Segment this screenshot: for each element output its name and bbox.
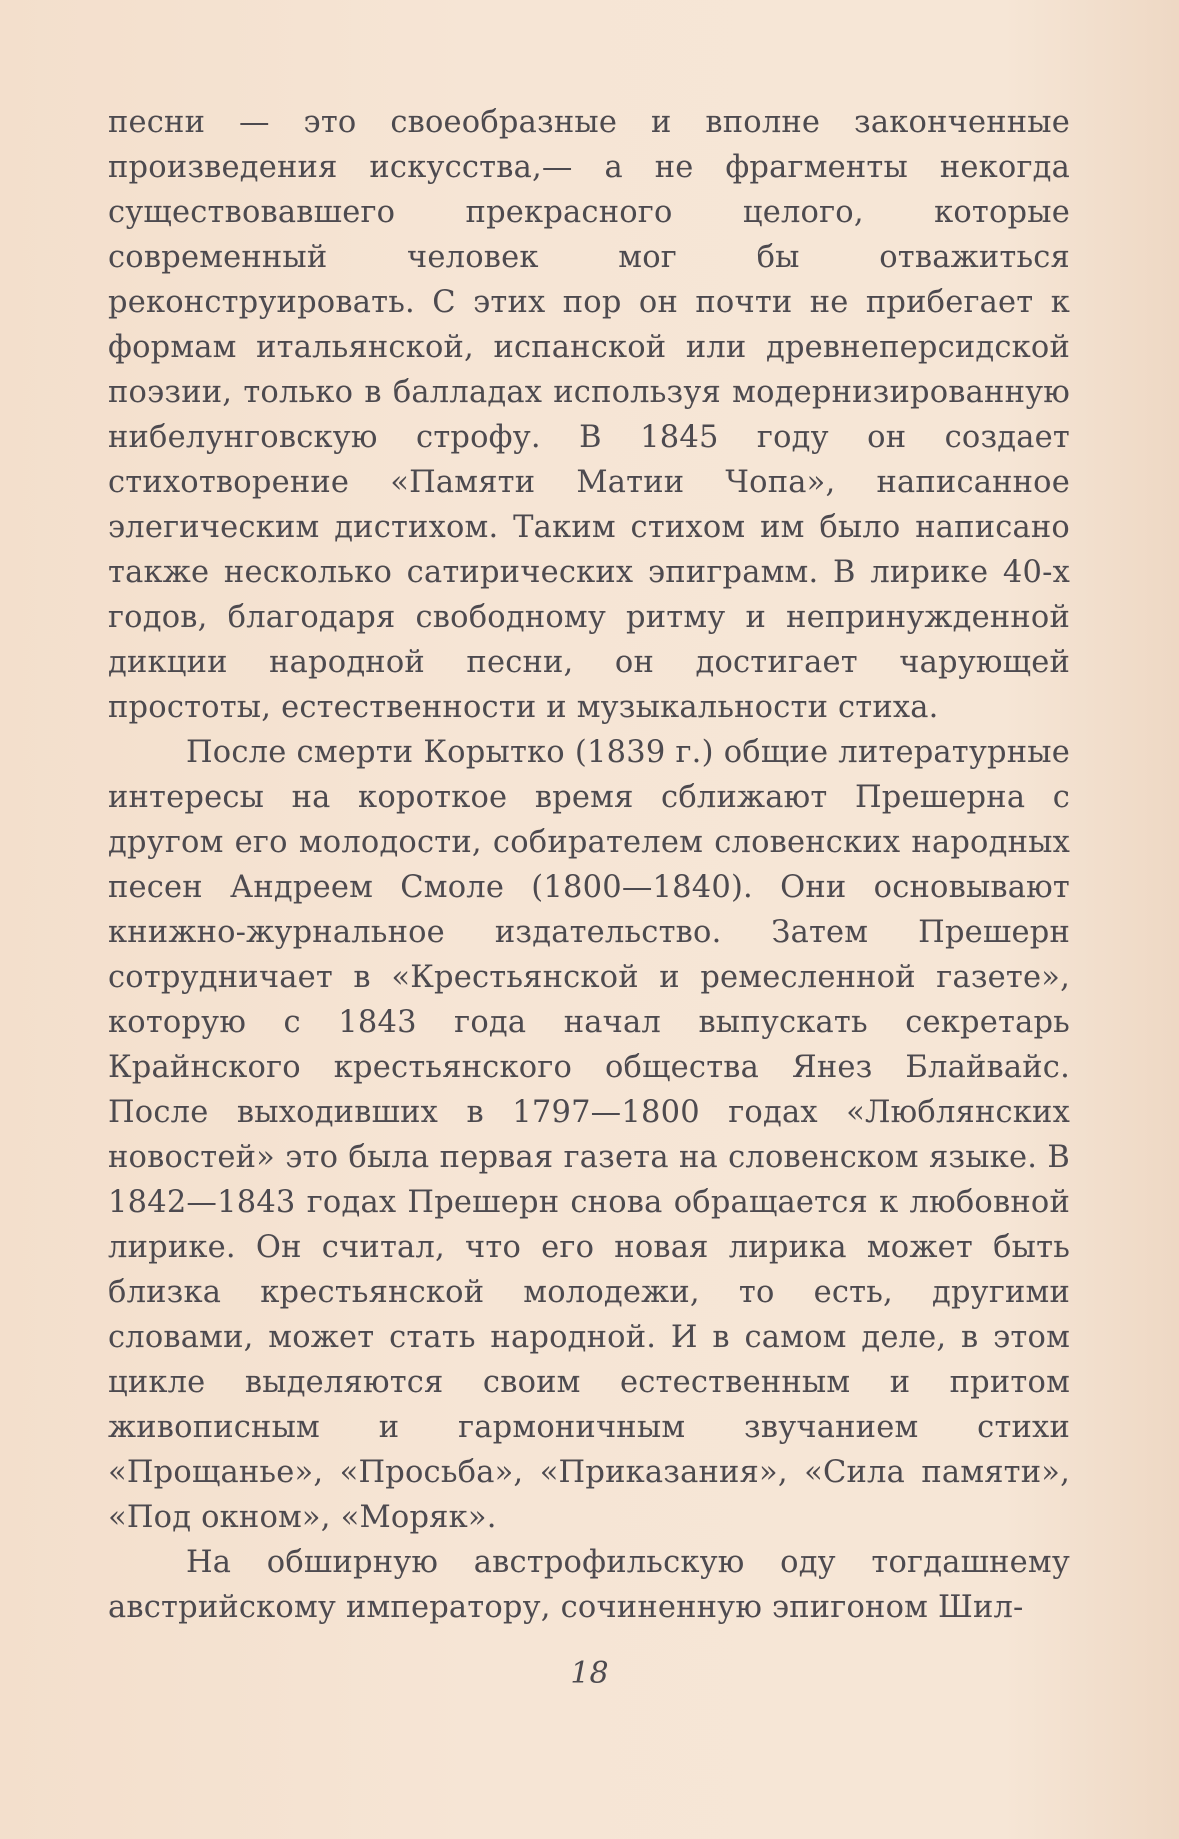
page-number: 18 (570, 1656, 609, 1691)
paragraph-austrophile-ode: На обширную австрофильскую оду тогдашнему австрийскому императору, сочиненную эпигоном Шил- (108, 1545, 1070, 1625)
body-text (108, 100, 1070, 1630)
paragraph-korytko: После смерти Корытко (1839 г.) общие литературные интересы на короткое время сближают Прешерна с другом его молодости, собирателем словенских народных песен Андреем Смоле (1800—1840). Они основывают книжно-журнальное издательство. Затем Прешерн сотрудничает в «Крестьянской и ремесленной газете», которую с 1843 года начал выпускать секретарь Крайнского крестьянского общества Янез Блайвайс. После выходивших в 1797—1800 годах «Люблянских новостей» это была первая газета на словенском языке. В 1842—1843 годах Прешерн снова обращается к любовной лирике. Он считал, что его новая лирика может быть близка крестьянской молодежи, то есть, другими словами, может стать народной. И в самом деле, в этом цикле выделяются своим естественным и притом живописным и гармоничным звучанием стихи «Прощанье», «Просьба», «Приказания», «Сила памяти», «Под окном», «Моряк». (108, 735, 1070, 1535)
paragraph-continuation: песни — это своеобразные и вполне законченные произведения искусства,— а не фрагменты некогда существовавшего прекрасного целого, которые современный человек мог бы отважиться реконструировать. С этих пор он почти не прибегает к формам итальянской, испанской или древнеперсидской поэзии, только в балладах используя модернизированную нибелунговскую строфу. В 1845 году он создает стихотворение «Памяти Матии Чопа», написанное элегическим дистихом. Таким стихом им было написано также несколько сатирических эпиграмм. В лирике 40-х годов, благодаря свободному ритму и непринужденной дикции народной песни, он достигает чарующей простоты, естественности и музыкальности стиха. (108, 105, 1070, 725)
